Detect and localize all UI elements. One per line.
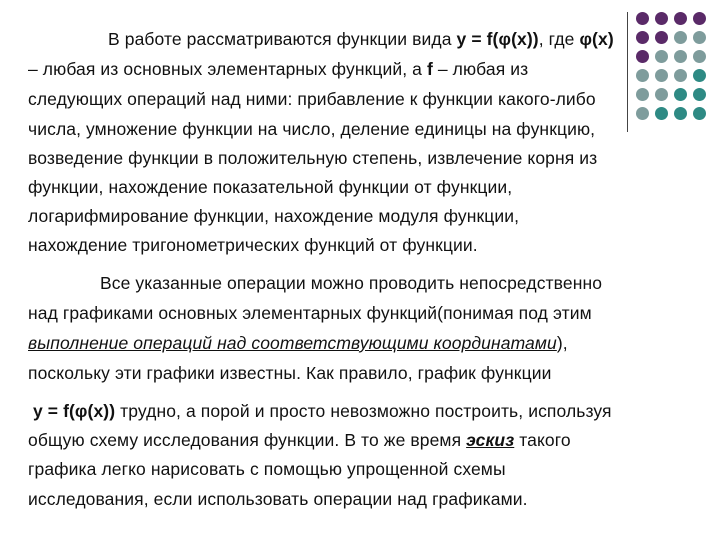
decor-dot [636,88,649,101]
p3-line-4: исследования, если использовать операции над графиками. [28,489,528,509]
decor-dot [655,12,668,25]
decor-dot [655,31,668,44]
decor-dot [674,69,687,82]
p1-line-1 [108,28,614,50]
decor-dot [655,107,668,120]
decor-dot [636,69,649,82]
p3-text: трудно, а порой и просто невозможно построить, используя [115,401,612,421]
p2-line-1: Все указанные операции можно проводить непосредственно [100,273,603,293]
p1-line-5: возведение функции в положительную степень, извлечение корня из [28,148,598,168]
decor-dot [674,88,687,101]
p2-line-4: поскольку эти графики известны. Как правило, график функции [28,363,552,383]
p2-line-3 [28,332,568,354]
decor-dot [693,12,706,25]
dot-grid-decoration [636,12,716,108]
p1-line-2 [28,58,528,80]
formula-y-f-phi: y = f(φ(x)) [456,29,539,49]
p2-text: ), [556,333,568,353]
decor-dot [693,31,706,44]
p1-line-6: функции, нахождение показательной функции от функции, [28,177,513,197]
p3-line-2 [28,429,571,451]
formula-f: f [426,59,433,79]
p1-line-8: нахождение тригонометрических функций от функции. [28,235,478,255]
decor-dot [636,107,649,120]
decor-dot [674,107,687,120]
p1-line-7: логарифмирование функции, нахождение модуля функции, [28,206,520,226]
decor-dot [636,31,649,44]
decor-dot [674,50,687,63]
decor-dot [655,50,668,63]
p3-text: такого [514,430,571,450]
p3-line-1 [33,400,612,422]
p1-text: В работе рассматриваются функции вида [108,29,457,49]
decor-dot [693,50,706,63]
italic-word-sketch: эскиз [466,430,515,450]
decor-dot [655,69,668,82]
p3-line-3: графика легко нарисовать с помощью упрощенной схемы [28,459,506,479]
p1-text: – любая из основных элементарных функций, а [28,59,427,79]
decor-dot [693,107,706,120]
decor-dot [636,12,649,25]
decor-dot [674,31,687,44]
formula-y-f-phi: y = f(φ(x)) [33,401,116,421]
p1-line-3: следующих операций над ними: прибавление к функции какого-либо [28,89,596,109]
decor-dot [693,88,706,101]
decor-dot [674,12,687,25]
decor-dot [636,50,649,63]
divider-line [627,12,628,132]
p1-text: – любая из [432,59,529,79]
p3-text: общую схему исследования функции. В то же время [28,430,467,450]
decor-dot [655,88,668,101]
p1-line-4: числа, умножение функции на число, деление единицы на функцию, [28,119,596,139]
formula-phi: φ(x) [579,29,614,49]
p2-line-2: над графиками основных элементарных функций(понимая под этим [28,303,592,323]
italic-phrase: выполнение операций над соответствующими координатами [28,333,557,353]
decor-dot [693,69,706,82]
p1-text: , где [538,29,580,49]
